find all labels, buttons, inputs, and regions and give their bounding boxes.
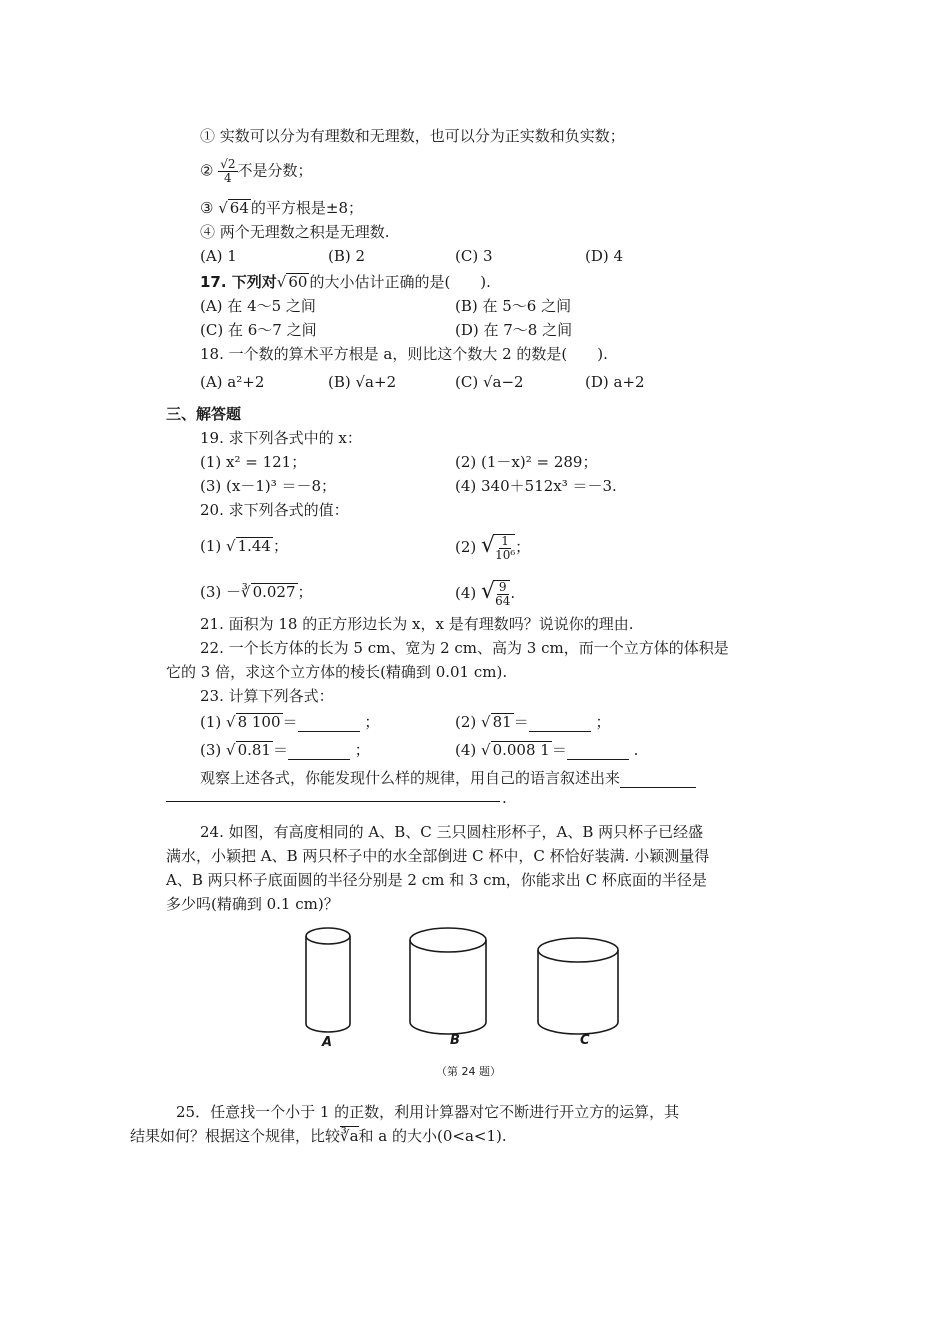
q22-line-1: 22. 一个长方体的长为 5 cm、宽为 2 cm、高为 3 cm，而一个立方体的体积是 [200,639,729,657]
q23-observe-blank[interactable] [620,773,696,788]
q19-stem: 19. 求下列各式中的 x： [200,429,362,447]
q22-line-2: 它的 3 倍，求这个立方体的棱长(精确到 0.01 cm). [166,663,508,681]
q16-option-b: (B) 2 [328,247,366,265]
q23-answer-period: . [502,789,507,807]
q17-option-a: (A) 在 4～5 之间 [200,297,316,315]
q18-stem: 18. 一个数的算术平方根是 a，则比这个数大 2 的数是( ). [200,345,608,363]
q18-option-d: (D) a+2 [585,373,645,391]
q25-line-2: 结果如何？根据这个规律，比较∛a和 a 的大小(0<a<1). [130,1127,507,1145]
q16-option-c: (C) 3 [455,247,493,265]
q23-answer-line[interactable] [166,801,500,802]
q24-line-4: 多少吗(精确到 0.1 cm)？ [166,895,339,913]
q20-item-4: (4) √ $\frac{9}{64}$ . [455,579,516,608]
cylinders-figure [290,920,640,1040]
q23-blank-1[interactable] [298,717,360,732]
cylinder-c [538,938,618,1034]
q24-line-1: 24. 如图，有高度相同的 A、B、C 三只圆柱形杯子，A、B 两只杯子已经盛 [200,823,704,841]
cup-label-a: A [322,1035,333,1050]
q18-option-b: (B) √a+2 [328,373,397,391]
cup-label-c: C [580,1033,590,1048]
q23-blank-3[interactable] [288,745,350,760]
q16-statement-2: ② $\frac{√2}{4}$ 不是分数； [200,157,313,185]
q17-stem: 17. 下列对√ 60 的大小估计正确的是( ). [200,273,491,291]
figure-caption: （第 24 题） [436,1065,501,1078]
q18-option-a: (A) a²+2 [200,373,265,391]
q19-item-2: (2) (1－x)² = 289； [455,453,598,471]
q16-statement-4: ④ 两个无理数之积是无理数. [200,223,390,241]
q23-item-2: (2) √ 81 ＝ ； [455,713,611,731]
q19-item-4: (4) 340＋512x³ ＝－3. [455,477,617,495]
q16-statement-1: ① 实数可以分为有理数和无理数，也可以分为正实数和负实数； [200,127,625,145]
q23-item-1: (1) √ 8 100 ＝ ； [200,713,380,731]
q17-option-c: (C) 在 6～7 之间 [200,321,317,339]
cylinder-a [306,928,350,1032]
q20-item-1: (1) √ 1.44 ； [200,537,288,555]
q19-item-3: (3) (x－1)³ ＝－8； [200,477,337,495]
q23-stem: 23. 计算下列各式： [200,687,334,705]
section-heading: 三、解答题 [166,405,242,423]
q16-statement-3: ③ √ 64 的平方根是±8； [200,199,363,217]
q17-option-d: (D) 在 7～8 之间 [455,321,573,339]
q16-option-d: (D) 4 [585,247,624,265]
q16-option-a: (A) 1 [200,247,237,265]
q19-item-1: (1) x² = 121； [200,453,307,471]
cylinder-b [410,928,486,1034]
q23-item-3: (3) √ 0.81 ＝ ； [200,741,370,759]
q23-observe: 观察上述各式，你能发现什么样的规律，用自己的语言叙述出来 [200,768,696,788]
q20-item-2: (2) √ $\frac{1}{\text{10⁶}}$ ； [455,533,531,562]
q21-stem: 21. 面积为 18 的正方形边长为 x，x 是有理数吗？说说你的理由. [200,615,634,633]
cup-label-b: B [450,1033,460,1048]
q20-item-3: (3) －∛ 0.027 ； [200,583,313,601]
q24-line-2: 满水，小颖把 A、B 两只杯子中的水全部倒进 C 杯中，C 杯恰好装满. 小颖测量得 [166,847,710,865]
q17-option-b: (B) 在 5～6 之间 [455,297,572,315]
q18-option-c: (C) √a−2 [455,373,524,391]
fraction-sqrt2-over-4: $\frac{√2}{4}$ [220,157,236,185]
q24-line-3: A、B 两只杯子底面圆的半径分别是 2 cm 和 3 cm，你能求出 C 杯底面的半径是 [166,871,707,889]
q20-stem: 20. 求下列各式的值： [200,501,349,519]
q23-blank-4[interactable] [567,745,629,760]
q23-item-4: (4) √ 0.008 1 ＝ . [455,741,639,759]
q23-blank-2[interactable] [529,717,591,732]
q25-line-1: 25．任意找一个小于 1 的正数，利用计算器对它不断进行开立方的运算，其 [176,1103,680,1121]
